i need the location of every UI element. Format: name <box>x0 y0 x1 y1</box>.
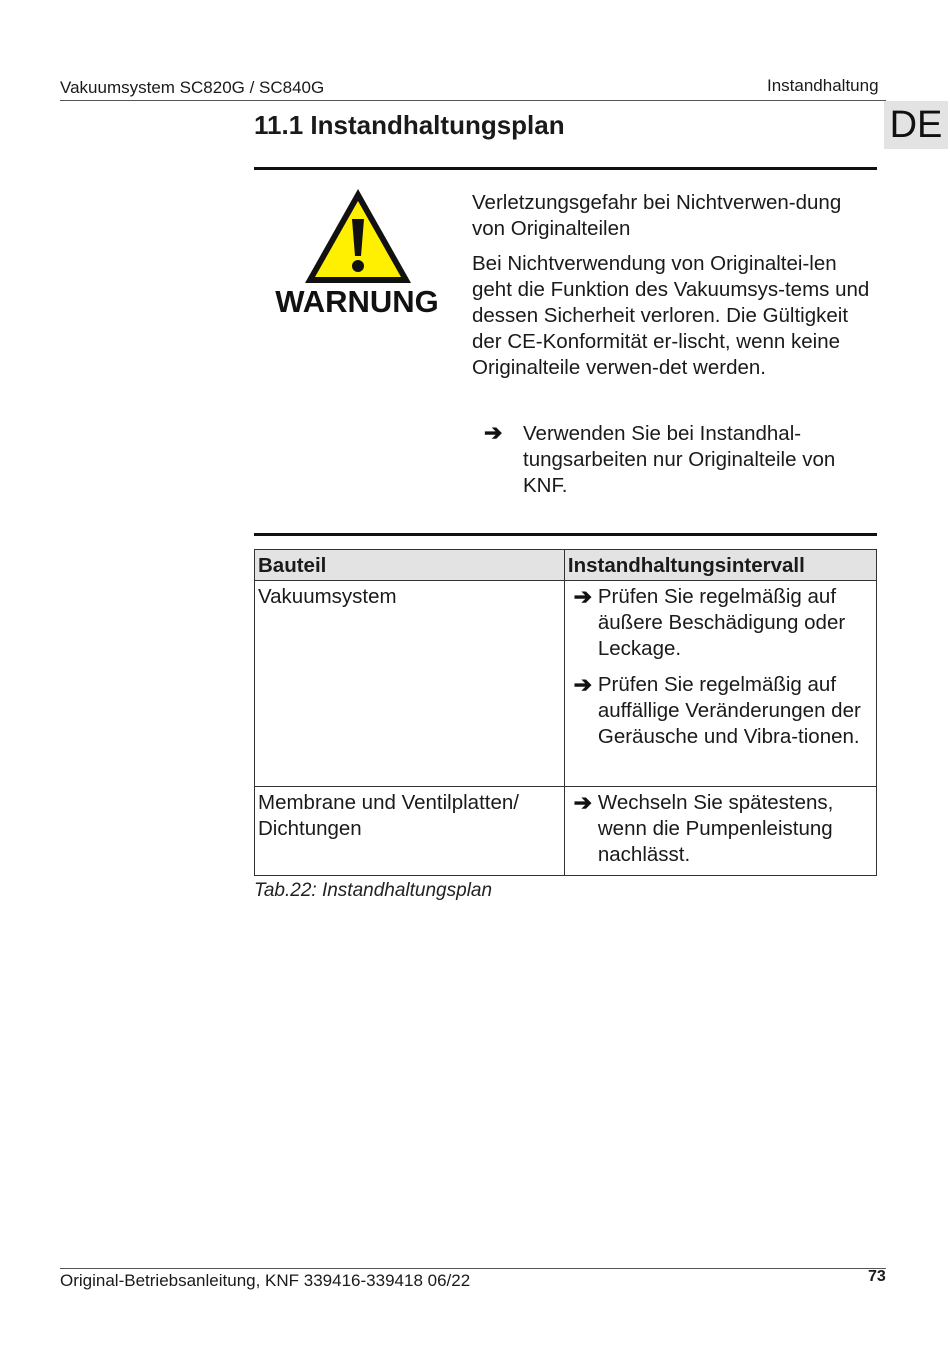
arrow-right-icon: ➔ <box>573 790 593 815</box>
page-number: 73 <box>868 1268 886 1285</box>
table-row <box>255 581 877 787</box>
list-item <box>568 672 873 750</box>
arrow-right-icon: ➔ <box>484 420 503 445</box>
component-cell: Membrane und Ventilplatten/ Dichtungen <box>255 787 565 876</box>
list-item <box>568 584 873 662</box>
table-caption: Tab.22: Instandhaltungsplan <box>254 880 493 901</box>
header-document-title: Vakuumsystem SC820G / SC840G <box>60 78 325 97</box>
column-header-component: Bauteil <box>255 550 565 581</box>
warning-triangle-icon <box>302 186 414 291</box>
maintenance-action: Prüfen Sie regelmäßig auf äußere Beschädigung oder Leckage. <box>597 585 846 660</box>
interval-cell <box>564 581 876 787</box>
warning-top-rule <box>254 167 877 170</box>
footer-document-id: Original-Betriebsanleitung, KNF 339416-339418 06/22 <box>60 1271 471 1290</box>
footer-divider <box>60 1268 886 1269</box>
warning-body: Bei Nichtverwendung von Originaltei-len geht die Funktion des Vakuumsys-tems und dessen Sicherheit verloren. Die Gültigkeit der CE-Konformität er-lischt, wenn keine Originalteile verwen-det werden. <box>472 252 870 379</box>
maintenance-table <box>254 549 877 876</box>
section-title: 11.1 Instandhaltungsplan <box>254 110 565 140</box>
warning-action: Verwenden Sie bei Instandhal-tungsarbeiten nur Originalteile von KNF. <box>523 422 836 497</box>
column-header-interval: Instandhaltungsintervall <box>564 550 876 581</box>
arrow-right-icon: ➔ <box>573 584 593 609</box>
language-tab: DE <box>884 101 948 149</box>
warning-heading: Verletzungsgefahr bei Nichtverwen-dung von Originalteilen <box>472 191 842 240</box>
header-divider <box>60 100 886 101</box>
component-cell: Vakuumsystem <box>255 581 565 787</box>
maintenance-action: Wechseln Sie spätestens, wenn die Pumpenleistung nachlässt. <box>597 791 834 866</box>
list-item <box>568 790 873 868</box>
header-chapter: Instandhaltung <box>767 76 879 95</box>
table-row <box>255 787 877 876</box>
warning-bottom-rule <box>254 533 877 536</box>
maintenance-action: Prüfen Sie regelmäßig auf auffällige Veränderungen der Geräusche und Vibra-tionen. <box>597 673 861 748</box>
table-header-row <box>255 550 877 581</box>
arrow-right-icon: ➔ <box>573 672 593 697</box>
interval-cell <box>564 787 876 876</box>
warning-signal-word: WARNUNG <box>275 284 439 319</box>
